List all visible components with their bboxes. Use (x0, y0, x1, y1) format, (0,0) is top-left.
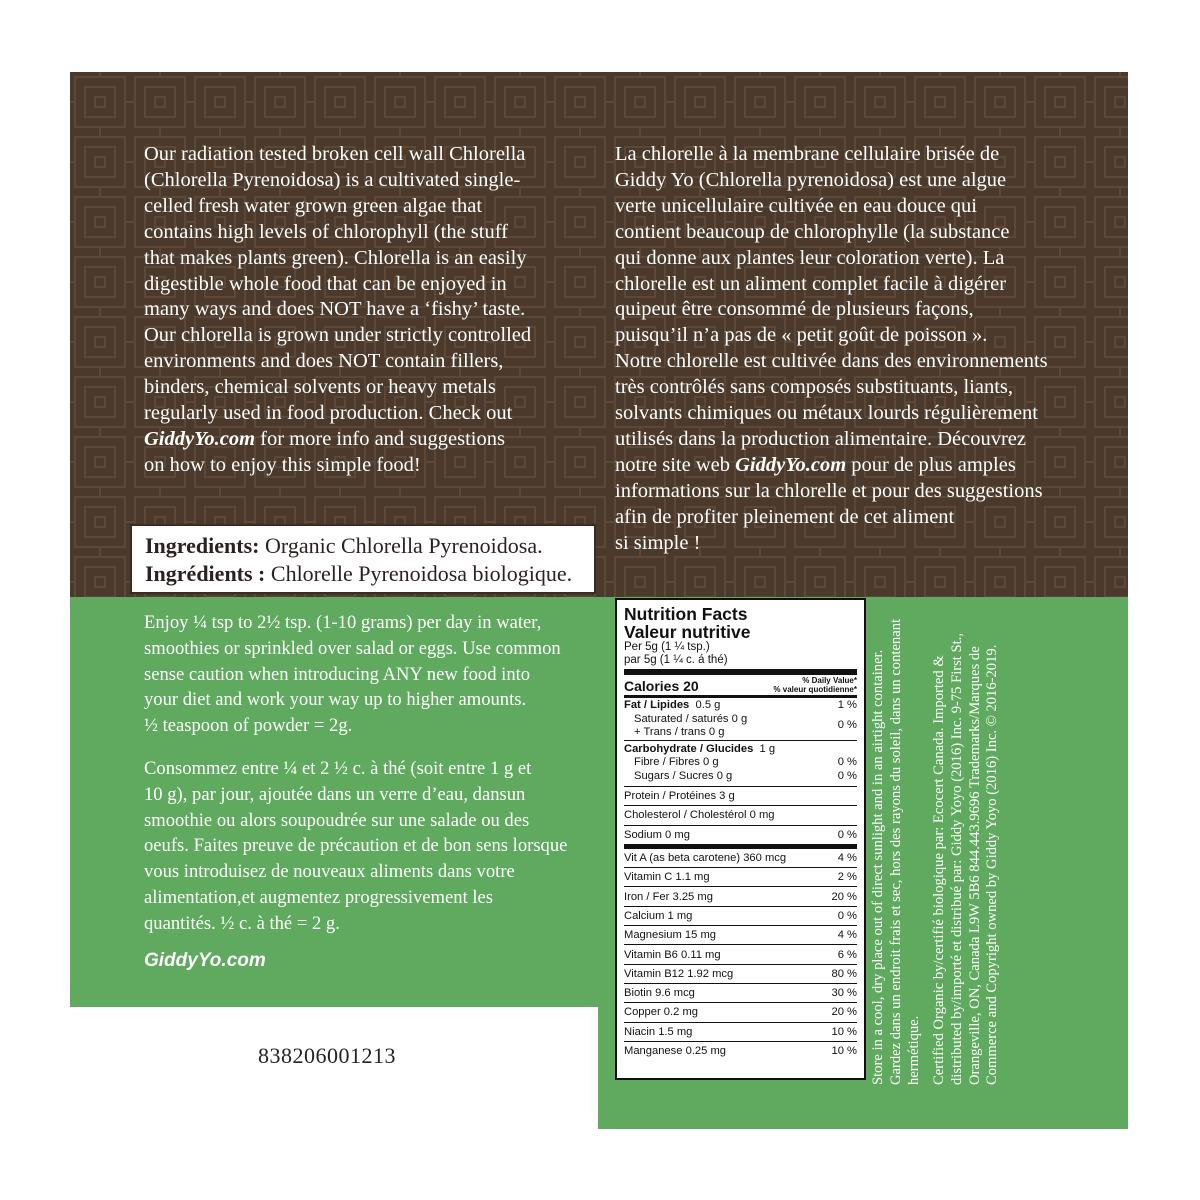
nutrient-row: Vitamin B6 0.11 mg 6 % (624, 944, 857, 963)
usage-french: Consommez entre ¼ et 2 ½ c. à thé (soit entre 1 g et 10 g), par jour, ajoutée dans un verre d’eau, dansun smoothie ou alors soupoudrée sur une salade ou des oeufs. Faites preuve de précaution et de bon sens lorsque vous introduisez de nouveaux aliments dans votre alimentation,et augmentez progressivement les quantités. ½ c. à thé = 2 g. (144, 758, 568, 934)
description-french: La chlorelle à la membrane cellulaire brisée de Giddy Yo (Chlorella pyrenoidosa) est une algue verte unicellulaire cultivée en eau douce qui contient beaucoup de chlorophylle (la substance qui donne aux plantes leur coloration verte). La chlorelle est un aliment complet facile à digérer quipeut être consommé de plusieurs façons, puisqu’il n’a pas de « petit goût de poisson ». Notre chlorelle est cultivée dans des environnements très contrôlés sans composés substituants, liants, solvants chimiques ou métaux lourds régulièrement utilisés dans la production alimentaire. Découvrez notre site web GiddyYo.com pour de plus amples informations sur la chlorelle et pour des suggestions afin de profiter pleinement de cet aliment si simple ! (615, 143, 1048, 554)
nutrient-row: Magnesium 15 mg 4 % (624, 925, 857, 944)
usage-english: Enjoy ¼ tsp to 2½ tsp. (1-10 grams) per day in water, smoothies or sprinkled over salad or eggs. Use common sense caution when introducing ANY new food into your diet and work your way up to higher amounts. ½ teaspoon of powder = 2g. (144, 612, 561, 737)
ingredients-box: Ingredients: Organic Chlorella Pyrenoidosa. Ingrédients : Chlorelle Pyrenoidosa biologique. (130, 524, 596, 594)
website-link: GiddyYo.com (144, 427, 256, 450)
barcode-number: 838206001213 (258, 1043, 396, 1068)
nutrition-facts-table: Nutrition Facts Valeur nutritive Per 5g (1 ¼ tsp.) par 5g (1 ¼ c. á thé) Calories 20 % Daily Value* % valeur quotidienne* Fat / Lipides 0.5 g 1 % Saturated / saturés 0 g + Trans / trans 0 g 0 % Carbohydrate / Glucides 1 g Fibre / Fibres 0 g 0 % Sugars / Sucres 0 g 0 % Protein / Protéines 3 g Cholesterol / Cholestérol 0 mg Sodium 0 mg 0 % Vit A (as beta carotene) 360 mcg 4 % Vitamin C 1.1 mg 2 % Iron / Fer 3.25 mg 20 % Calcium 1 mg 0 % Magnesium 15 mg 4 % Vitamin B6 0.11 mg 6 % Vitamin B12 1.92 mcg 80 % Biotin 9.6 mcg 30 % Copper 0.2 mg 20 % Niacin 1.5 mg 10 % Manganese 0.25 mg 10 % (615, 598, 866, 1080)
website-footer: GiddyYo.com (144, 950, 266, 971)
nutrient-row: Vitamin B12 1.92 mcg 80 % (624, 964, 857, 983)
description-english: Our radiation tested broken cell wall Chlorella (Chlorella Pyrenoidosa) is a cultivated single- celled fresh water grown green algae that contains high levels of chlorophyll (the stuff that makes plants green). Chlorella is an easily digestible whole food that can be enjoyed in many ways and does NOT have a ‘fishy’ taste. Our chlorella is grown under strictly controlled environments and does NOT contain fillers, binders, chemical solvents or heavy metals regularly used in food production. Check out GiddyYo.com for more info and suggestions on how to enjoy this simple food! (144, 143, 532, 476)
nutrient-row: Calcium 1 mg 0 % (624, 906, 857, 925)
storage-and-certification-text (870, 605, 1009, 1085)
nutrient-row: Iron / Fer 3.25 mg 20 % (624, 886, 857, 905)
nutrient-row: Vit A (as beta carotene) 360 mcg 4 % (624, 852, 857, 865)
nutrient-row: Manganese 0.25 mg 10 % (624, 1041, 857, 1060)
nutrient-row: Biotin 9.6 mcg 30 % (624, 983, 857, 1002)
certification-text: Certified Organic by/certifié biologique par: Ecocert Canada. Imported & distributed by/importé et distribué par: Giddy Yoyo (2016) Inc. 9-75 First St., Orangeville, ON, Canada L9W 5B6 844.443.9696 Trademarks/Marques de Commerce and Copyright owned by Giddy Yoyo (2016) Inc. © 2016-2019. (930, 633, 1001, 1085)
nutrient-row: Niacin 1.5 mg 10 % (624, 1022, 857, 1041)
nutrient-row: Vitamin C 1.1 mg 2 % (624, 867, 857, 886)
website-link-fr: GiddyYo.com (735, 453, 847, 476)
storage-text: Store in a cool, dry place out of direct sunlight and in an airtight container. Gardez dans un endroit frais et sec, hors des rayons du soleil, dans un contenant hermétique. (870, 618, 922, 1085)
nutrient-row: Copper 0.2 mg 20 % (624, 1002, 857, 1021)
